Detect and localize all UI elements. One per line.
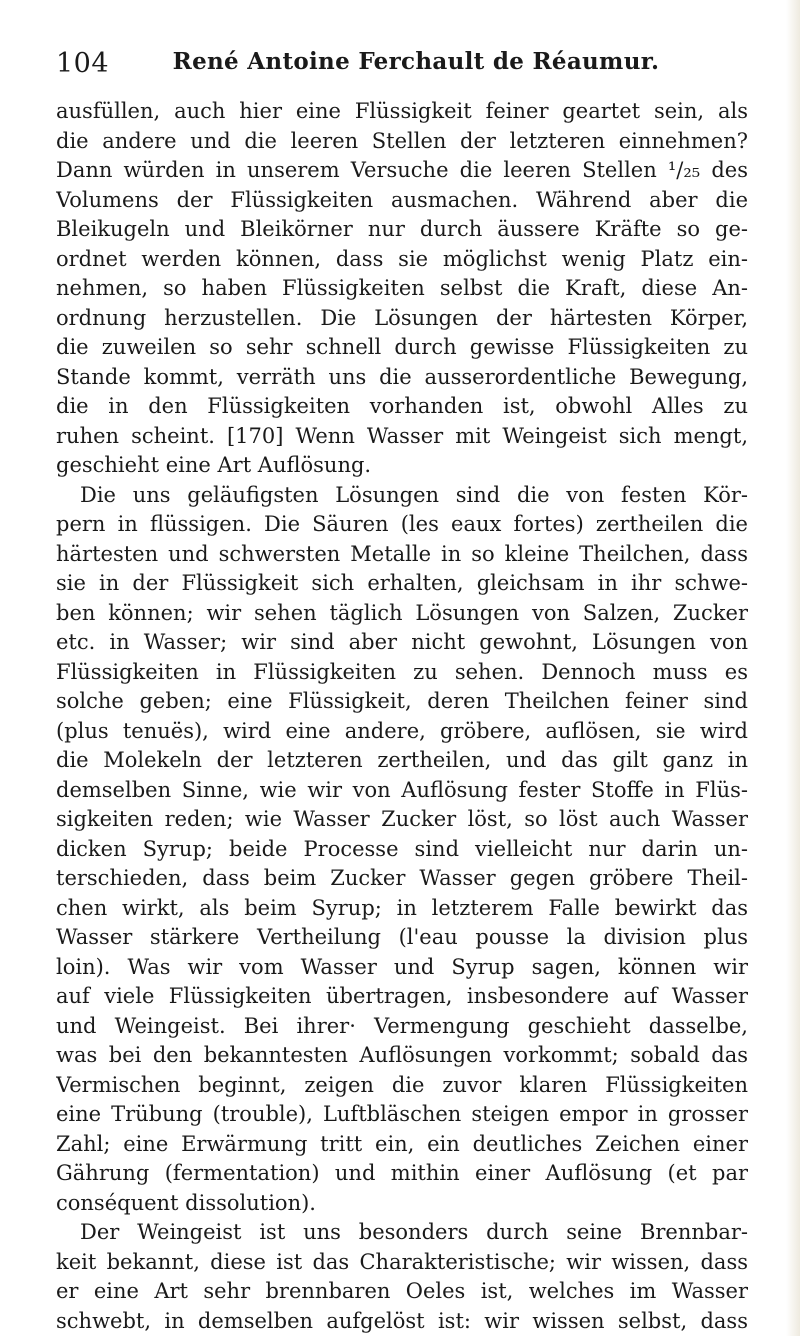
text-line: was bei den bekanntesten Auflösungen vorkommt; sobald das	[56, 1043, 748, 1067]
text-line: die andere und die leeren Stellen der letzteren einnehmen?	[56, 128, 748, 153]
text-line: eine Trübung (trouble), Luftbläschen steigen empor in grosser	[56, 1102, 748, 1126]
text-line: conséquent dissolution).	[56, 1190, 316, 1215]
text-line: keit bekannt, diese ist das Charakteristische; wir wissen, dass	[56, 1249, 748, 1274]
text-line: dicken Syrup; beide Processe sind vielleicht nur darin un-	[56, 836, 748, 861]
page-header	[56, 48, 746, 84]
text-line: Volumens der Flüssigkeiten ausmachen. Während aber die	[56, 187, 748, 212]
text-line: ordnung herzustellen. Die Lösungen der härtesten Körper,	[56, 305, 748, 330]
text-line: Vermischen beginnt, zeigen die zuvor klaren Flüssigkeiten	[56, 1072, 748, 1097]
text-line: die Molekeln der letzteren zertheilen, und das gilt ganz in	[56, 748, 748, 772]
text-line: demselben Sinne, wie wir von Auflösung fester Stoffe in Flüs-	[56, 777, 748, 802]
text-line: pern in flüssigen. Die Säuren (les eaux fortes) zertheilen die	[56, 512, 748, 536]
text-line: geschieht eine Art Auflösung.	[56, 453, 372, 477]
text-line: ben können; wir sehen täglich Lösungen von Salzen, Zucker	[56, 600, 748, 625]
text-line: loin). Was wir vom Wasser und Syrup sagen, können wir	[56, 954, 748, 979]
text-line: chen wirkt, als beim Syrup; in letzterem Falle bewirkt das	[56, 895, 748, 920]
text-line: sie in der Flüssigkeit sich erhalten, gleichsam in ihr schwe-	[56, 571, 748, 595]
text-line: auf viele Flüssigkeiten übertragen, insbesondere auf Wasser	[56, 984, 748, 1008]
running-head: René Antoine Ferchault de Réaumur.	[172, 48, 660, 75]
text-line: terschieden, dass beim Zucker Wasser gegen gröbere Theil-	[56, 866, 748, 890]
text-line: schwebt, in demselben aufgelöst ist: wir wissen selbst, dass	[56, 1308, 748, 1333]
text-line: Zahl; eine Erwärmung tritt ein, ein deutliches Zeichen einer	[56, 1131, 748, 1156]
text-line: Bleikugeln und Bleikörner nur durch äussere Kräfte so ge-	[56, 217, 748, 241]
text-line: er eine Art sehr brennbaren Oeles ist, welches im Wasser	[56, 1279, 748, 1303]
text-line: Die uns geläufigsten Lösungen sind die von festen Kör-	[80, 482, 748, 507]
text-line: sigkeiten reden; wie Wasser Zucker löst, so löst auch Wasser	[56, 807, 748, 831]
text-line: nehmen, so haben Flüssigkeiten selbst die Kraft, diese An-	[56, 276, 748, 300]
text-line: Flüssigkeiten in Flüssigkeiten zu sehen. Dennoch muss es	[56, 659, 748, 684]
page-edge-shadow	[786, 0, 800, 1336]
text-line: solche geben; eine Flüssigkeit, deren Theilchen feiner sind	[56, 689, 748, 713]
body-text	[56, 97, 748, 1336]
text-line: die in den Flüssigkeiten vorhanden ist, obwohl Alles zu	[56, 394, 748, 418]
text-line: Gährung (fermentation) und mithin einer Auflösung (et par	[56, 1161, 748, 1185]
text-line: etc. in Wasser; wir sind aber nicht gewohnt, Lösungen von	[56, 630, 748, 654]
text-line: (plus tenuës), wird eine andere, gröbere, auflösen, sie wird	[56, 718, 748, 743]
text-line: härtesten und schwersten Metalle in so kleine Theilchen, dass	[56, 541, 748, 566]
text-line: Wasser stärkere Vertheilung (l'eau pousse la division plus	[56, 925, 748, 949]
text-line: die zuweilen so sehr schnell durch gewisse Flüssigkeiten zu	[56, 335, 748, 359]
text-line: Dann würden in unserem Versuche die leeren Stellen ¹/₂₅ des	[56, 158, 748, 182]
text-line: Der Weingeist ist uns besonders durch seine Brennbar-	[80, 1220, 748, 1244]
text-line: Stande kommt, verräth uns die ausserordentliche Bewegung,	[56, 364, 748, 389]
text-line: ruhen scheint. [170] Wenn Wasser mit Weingeist sich mengt,	[56, 423, 748, 448]
text-line: ordnet werden können, dass sie möglichst wenig Platz ein-	[56, 246, 748, 271]
page-number: 104	[56, 48, 110, 79]
text-line: und Weingeist. Bei ihrer· Vermengung geschieht dasselbe,	[56, 1013, 748, 1038]
text-line: ausfüllen, auch hier eine Flüssigkeit feiner geartet sein, als	[56, 99, 748, 123]
